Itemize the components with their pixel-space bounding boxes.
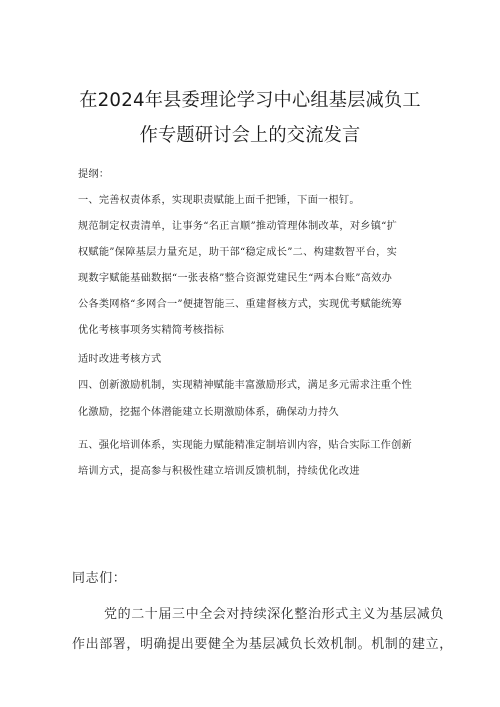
outline-line: 规范制定权责清单，让事务“名正言顺”推动管理体制改革，对乡镇“扩 — [78, 221, 398, 232]
outline-line: 培训方式，提高参与积极性建立培训反馈机制，持续优化改进 — [78, 466, 360, 477]
salutation: 同志们： — [72, 571, 127, 586]
paragraph-line-1: 党的二十届三中全会对持续深化整治形式主义为基层减负 — [104, 607, 445, 622]
outline-line: 优化考核事项务实精简考核指标 — [78, 325, 225, 336]
document-title-line-2: 作专题研讨会上的交流发言 — [139, 125, 361, 146]
outline-line: 化激励，挖掘个体潜能建立长期激励体系，确保动力持久 — [78, 407, 339, 418]
outline-line: 现数字赋能基础数据“一张表格”整合资源党建民生“两本台账”高效办 — [78, 273, 393, 284]
outline-line: 公各类网格“多网合一”便捷智能三、重建督核方式，实现优考赋能统筹 — [78, 299, 403, 310]
outline-line: 五、强化培训体系，实现能力赋能精准定制培训内容，贴合实际工作创新 — [78, 440, 412, 451]
outline-line: 适时改进考核方式 — [78, 354, 162, 365]
document-title-line-1: 在2024年县委理论学习中心组基层减负工 — [79, 90, 421, 111]
outline-line: 一、完善权责体系，实现职责赋能上面千把锤，下面一根钉。 — [78, 195, 360, 206]
outline-line: 四、创新激励机制，实现精神赋能丰富激励形式，满足多元需求注重个性 — [78, 380, 412, 391]
paragraph-line-2: 作出部署，明确提出要健全为基层减负长效机制。机制的建立， — [72, 637, 453, 652]
outline-label: 提纲： — [78, 169, 110, 180]
outline-line: 权赋能”保障基层力量充足，助干部“稳定成长”二、构建数智平台，实 — [78, 247, 398, 258]
